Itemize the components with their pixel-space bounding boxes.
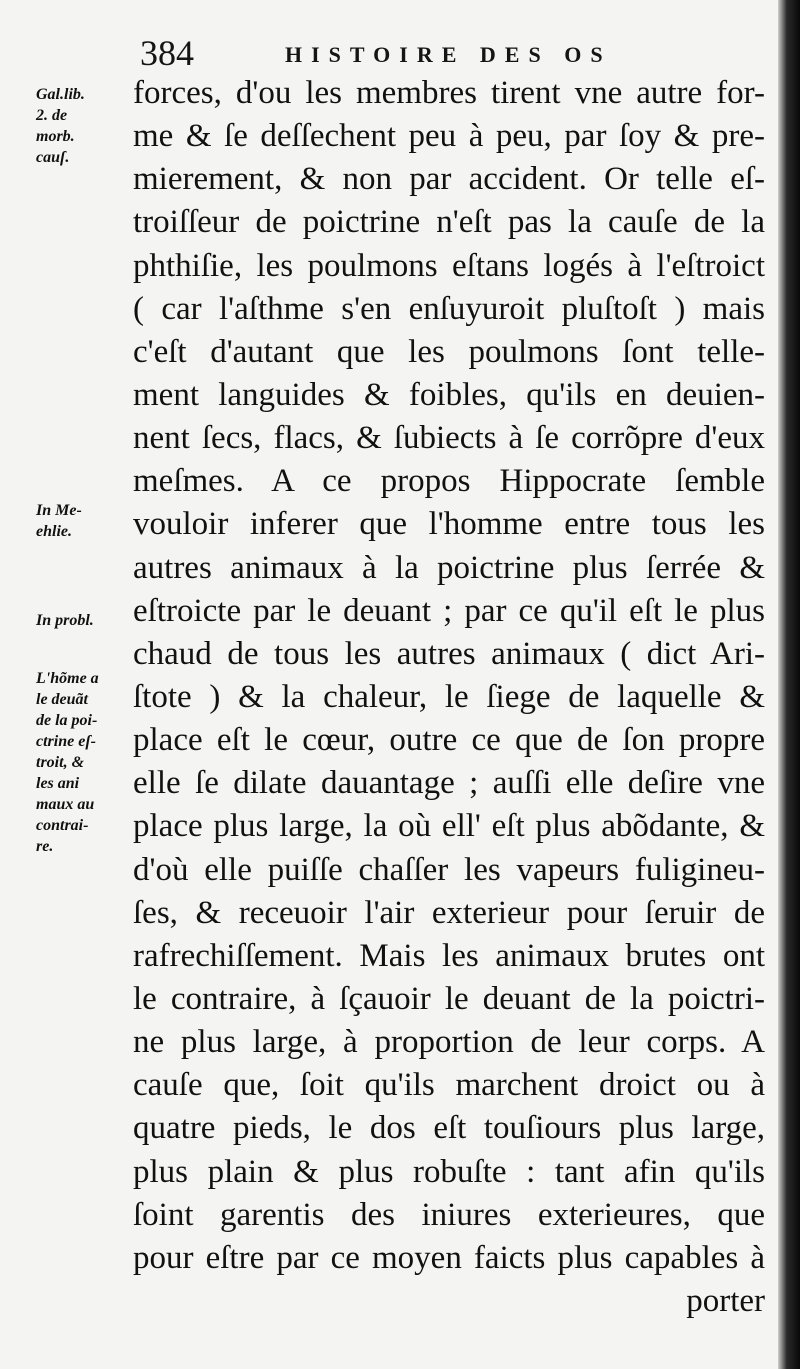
text-line: quatre pieds, le dos eſt touſiours plus large, [133,1110,765,1147]
margin-note-line: de la poi- [36,712,98,729]
text-line: c'eſt d'autant que les poulmons ſont telle- [133,333,765,370]
margin-note-melancholie [36,500,136,542]
margin-note-line: ctrine eſ- [36,733,96,750]
margin-note-galen [36,84,136,168]
text-line: vouloir inferer que l'homme entre tous les [133,506,765,543]
margin-note-line: cauſ. [36,149,70,166]
text-line: ( car l'aſthme s'en enſuyuroit pluſtoſt ) mais [133,290,765,327]
text-line: d'où elle puiſſe chaſſer les vapeurs fuligineu- [133,851,765,888]
catchword: porter [686,1282,765,1319]
text-line: mierement, & non par accident. Or telle eſ- [133,161,765,198]
margin-note-line: 2. de [36,107,68,124]
text-line: le contraire, à ſçauoir le deuant de la poictri- [133,980,765,1017]
margin-note-line: re. [36,838,54,855]
text-line: forces, d'ou les membres tirent vne autre for- [133,75,765,111]
margin-note-line: troit, & [36,754,85,771]
margin-note-homme [36,668,136,857]
body-text [133,72,765,1323]
margin-note-line: maux au [36,796,95,813]
margin-note-line: In Me- [36,502,82,519]
margin-note-line: Gal.lib. [36,86,85,103]
margin-note-line: L'hõme a [36,670,99,687]
text-line: ne plus large, à proportion de leur corps. A [133,1024,765,1061]
text-line: meſmes. A ce propos Hippocrate ſemble [133,463,765,500]
margin-note-line: le deuãt [36,691,88,708]
text-line: chaud de tous les autres animaux ( dict Ari- [133,635,765,672]
text-line: troiſſeur de poictrine n'eſt pas la cauſe de la [133,204,765,241]
text-line: elle ſe dilate dauantage ; auſſi elle deſire vne [133,765,765,802]
margin-note-line: morb. [36,128,75,145]
margin-note-line: ehlie. [36,523,72,540]
text-line: autres animaux à la poictrine plus ſerrée & [133,549,765,586]
page-edge-shadow [778,0,800,1369]
margin-note-problemes [36,610,136,631]
text-line: me & ſe deſſechent peu à peu, par ſoy & pre- [133,118,765,155]
text-line: phthiſie, les poulmons eſtans logés à l'eſtroict [133,247,765,284]
margin-note-line: les ani [36,775,80,792]
margin-note-line: In probl. [36,612,94,629]
text-line: rafrechiſſement. Mais les animaux brutes ont [133,937,765,974]
text-line: ſtote ) & la chaleur, le ſiege de laquelle & [133,678,765,715]
text-line: nent ſecs, flacs, & ſubiects à ſe corrõpre d'eux [133,420,765,457]
text-line: plus plain & plus robuſte : tant afin qu'ils [133,1153,765,1190]
text-line: pour eſtre par ce moyen faicts plus capables à [133,1239,765,1276]
text-line: ſes, & receuoir l'air exterieur pour ſeruir de [133,894,765,931]
text-line: place plus large, la où ell' eſt plus abõdante, & [133,808,765,845]
text-line: ſoint garentis des iniures exterieures, que [133,1196,765,1233]
page-number: 384 [140,33,194,73]
text-line: cauſe que, ſoit qu'ils marchent droict ou à [133,1067,765,1104]
text-line: eſtroicte par le deuant ; par ce qu'il eſt le plus [133,592,765,629]
text-line: place eſt le cœur, outre ce que de ſon propre [133,722,765,759]
running-head: HISTOIRE DES OS [285,42,612,67]
text-line: ment languides & foibles, qu'ils en deuien- [133,376,765,413]
margin-note-line: contrai- [36,817,89,834]
